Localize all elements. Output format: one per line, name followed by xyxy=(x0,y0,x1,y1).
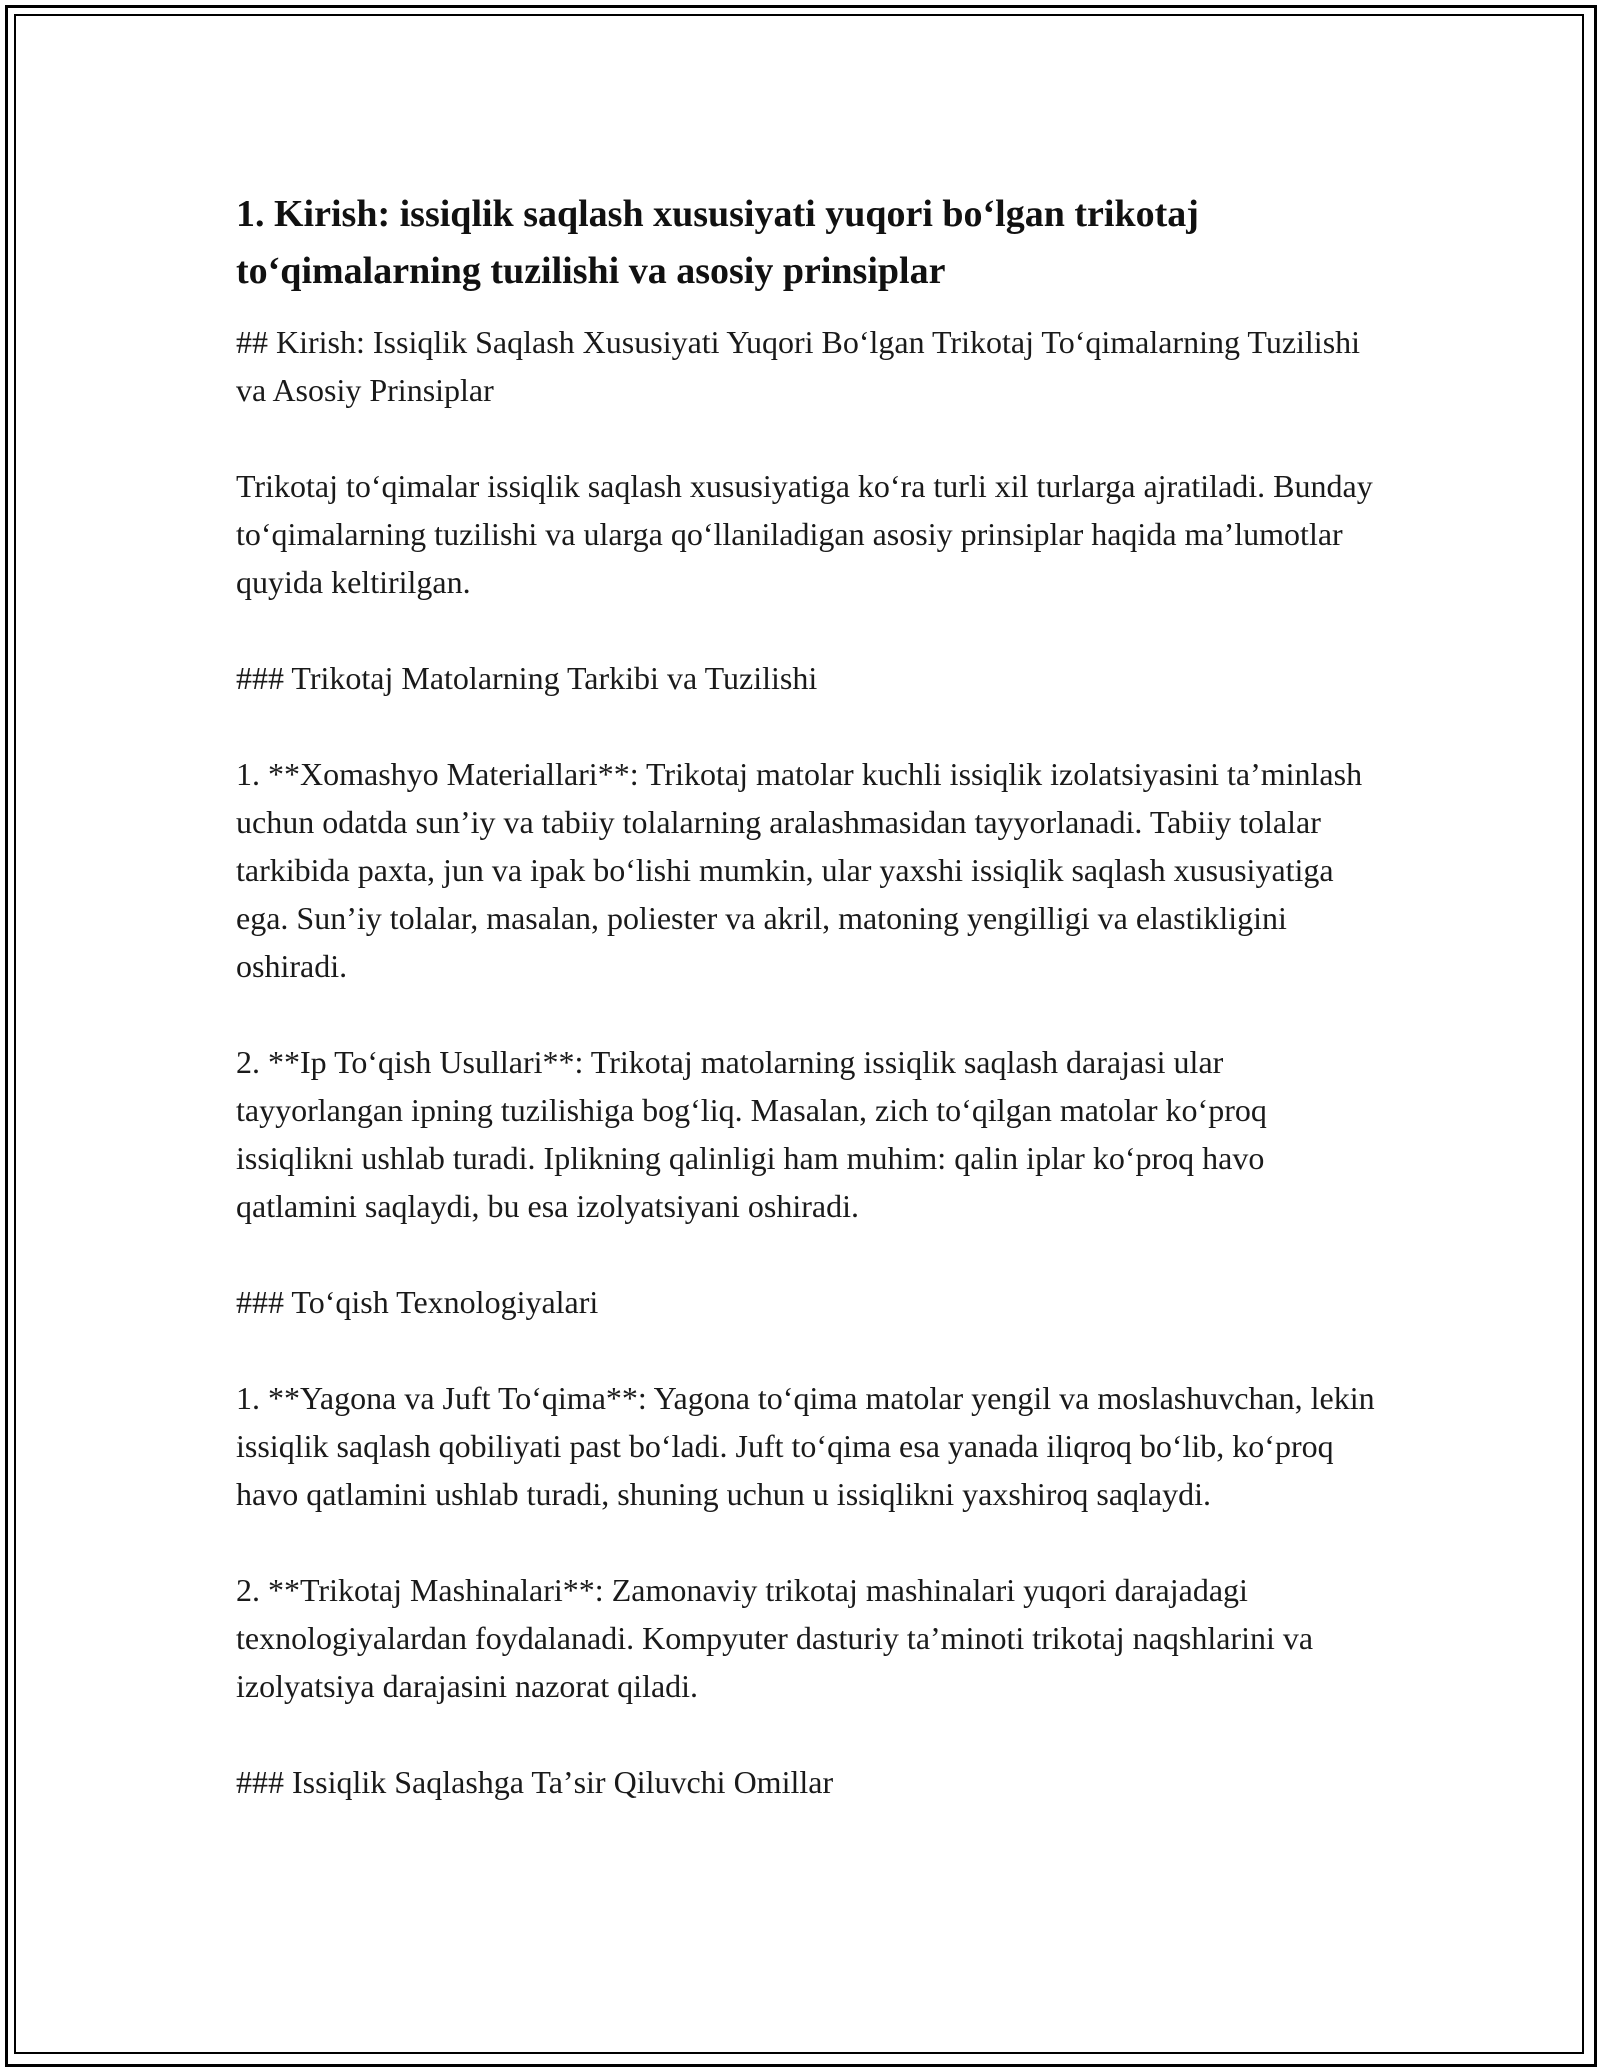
markdown-heading-intro: ## Kirish: Issiqlik Saqlash Xususiyati Yuqori Boʻlgan Trikotaj Toʻqimalarning Tuzilishi va Asosiy Prinsiplar xyxy=(236,324,1361,408)
section-heading-factors: ### Issiqlik Saqlashga Taʼsir Qiluvchi Omillar xyxy=(236,1764,834,1800)
list-item-raw-materials: 1. **Xomashyo Materiallari**: Trikotaj matolar kuchli issiqlik izolatsiyasini taʼminlash uchun odatda sunʼiy va tabiiy tolalarning aralashmasidan tayyorlanadi. Tabiiy tolalar tarkibida paxta, jun va ipak boʻlishi mumkin, ular yaxshi issiqlik saqlash xususiyatiga ega. Sunʼiy tolalar, masalan, poliester va akril, matoning yengilligi va elastikligini oshiradi. xyxy=(236,756,1363,984)
document-body xyxy=(236,186,1386,1806)
section-heading-composition: ### Trikotaj Matolarning Tarkibi va Tuzilishi xyxy=(236,660,818,696)
intro-paragraph: Trikotaj toʻqimalar issiqlik saqlash xususiyatiga koʻra turli xil turlarga ajratiladi. Bunday toʻqimalarning tuzilishi va ularga qoʻllaniladigan asosiy prinsiplar haqida maʼlumotlar quyida keltirilgan. xyxy=(236,468,1373,600)
document-title: 1. Kirish: issiqlik saqlash xususiyati yuqori boʻlgan trikotaj toʻqimalarning tuzilishi va asosiy prinsiplar xyxy=(236,193,1199,292)
list-item-knitting-machines: 2. **Trikotaj Mashinalari**: Zamonaviy trikotaj mashinalari yuqori darajadagi texnologiyalardan foydalanadi. Kompyuter dasturiy taʼminoti trikotaj naqshlarini va izolyatsiya darajasini nazorat qiladi. xyxy=(236,1572,1314,1704)
list-item-knitting-methods: 2. **Ip Toʻqish Usullari**: Trikotaj matolarning issiqlik saqlash darajasi ular tayyorlangan ipning tuzilishiga bogʻliq. Masalan, zich toʻqilgan matolar koʻproq issiqlikni ushlab turadi. Iplikning qalinligi ham muhim: qalin iplar koʻproq havo qatlamini saqlaydi, bu esa izolyatsiyani oshiradi. xyxy=(236,1044,1267,1224)
list-item-single-double-knit: 1. **Yagona va Juft Toʻqima**: Yagona toʻqima matolar yengil va moslashuvchan, lekin issiqlik saqlash qobiliyati past boʻladi. Juft toʻqima esa yanada iliqroq boʻlib, koʻproq havo qatlamini ushlab turadi, shuning uchun u issiqlikni yaxshiroq saqlaydi. xyxy=(236,1380,1375,1512)
section-heading-technologies: ### Toʻqish Texnologiyalari xyxy=(236,1284,599,1320)
